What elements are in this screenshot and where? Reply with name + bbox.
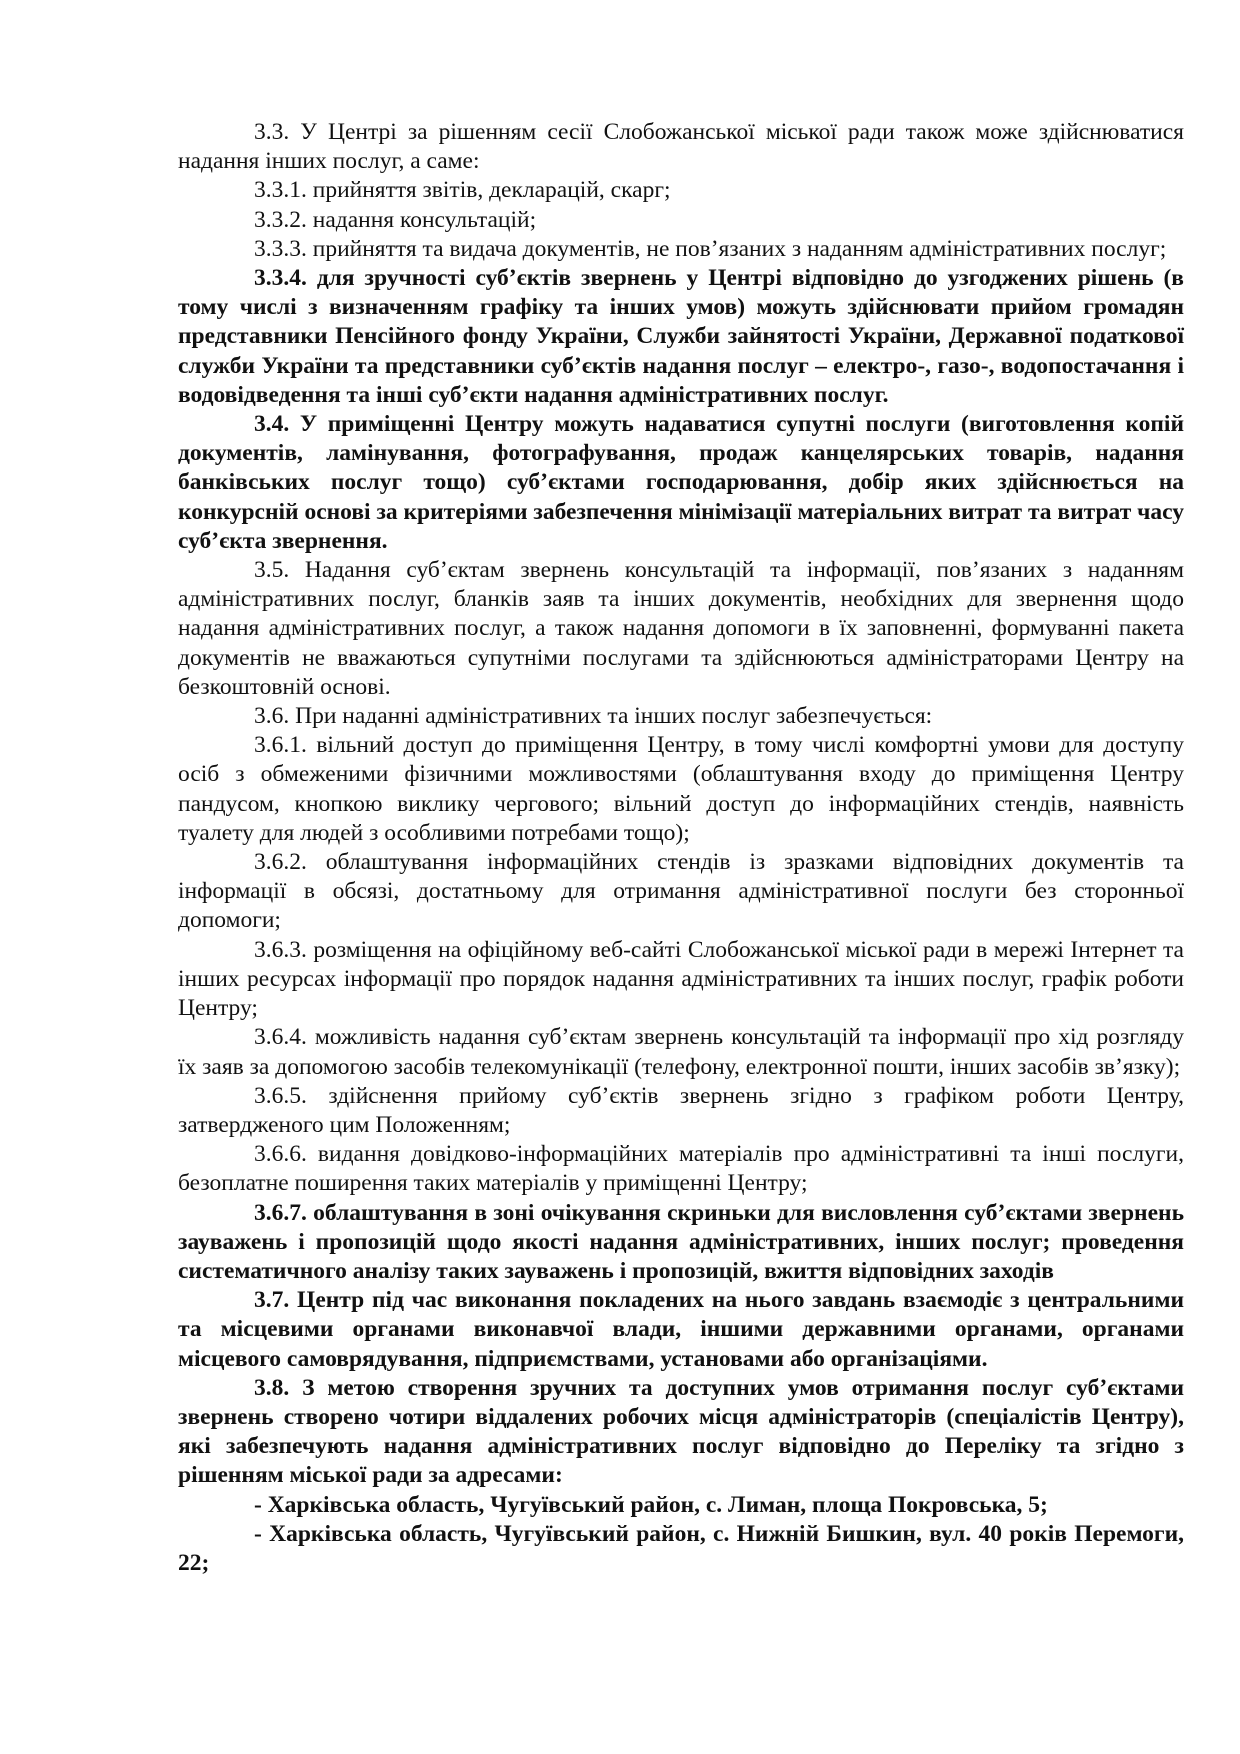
paragraph: 3.7. Центр під час виконання покладених на нього завдань взаємодіє з центральними та місцевими органами виконавчої влади, іншими державними органами, органами місцевого самоврядування, підприємствами, установами або організаціями. xyxy=(178,1287,1184,1372)
document-page xyxy=(178,118,1184,1578)
paragraph: 3.6.2. облаштування інформаційних стендів із зразками відповідних документів та інформації в обсязі, достатньому для отримання адміністративної послуги без сторонньої допомоги; xyxy=(178,849,1184,934)
paragraph: 3.6.3. розміщення на офіційному веб-сайті Слобожанської міської ради в мережі Інтернет та інших ресурсах інформації про порядок надання адміністративних та інших послуг, графік роботи Центру; xyxy=(178,936,1184,1022)
paragraph: 3.3. У Центрі за рішенням сесії Слобожанської міської ради також може здійснюватися надання інших послуг, а саме: xyxy=(178,119,1184,175)
paragraph: 3.6.7. облаштування в зоні очікування скриньки для висловлення суб’єктами звернень зауважень і пропозицій щодо якості надання адміністративних, інших послуг; проведення систематичного аналізу таких зауважень і пропозицій, вжиття відповідних заходів xyxy=(178,1199,1184,1284)
paragraph: 3.4. У приміщенні Центру можуть надаватися супутні послуги (виготовлення копій документів, ламінування, фотографування, продаж канцелярських товарів, надання банківських послуг тощо) суб’єктами господарювання, добір яких здійснюється на конкурсній основі за критеріями забезпечення мінімізації матеріальних витрат та витрат часу суб’єкта звернення. xyxy=(178,411,1184,554)
paragraph: - Харківська область, Чугуївський район, с. Лиман, площа Покровська, 5; xyxy=(254,1491,1048,1518)
paragraph: 3.6.1. вільний доступ до приміщення Центру, в тому числі комфортні умови для доступу осіб з обмеженими фізичними можливостями (облаштування входу до приміщення Центру пандусом, кнопкою виклику чергового; вільний доступ до інформаційних стендів, наявність туалету для людей з особливими потребами тощо); xyxy=(178,732,1184,846)
paragraph: - Харківська область, Чугуївський район, с. Нижній Бишкин, вул. 40 років Перемоги, 22; xyxy=(178,1520,1184,1576)
paragraph: 3.8. З метою створення зручних та доступних умов отримання послуг суб’єктами звернень створено чотири віддалених робочих місця адміністраторів (спеціалістів Центру), які забезпечують надання адміністративних послуг відповідно до Переліку та згідно з рішенням міської ради за адресами: xyxy=(178,1374,1184,1489)
paragraph: 3.6.6. видання довідково-інформаційних матеріалів про адміністративні та інші послуги, безоплатне поширення таких матеріалів у приміщенні Центру; xyxy=(178,1141,1184,1197)
paragraph: 3.6.4. можливість надання суб’єктам звернень консультацій та інформації про хід розгляду їх заяв за допомогою засобів телекомунікації (телефону, електронної пошти, інших засобів зв’язку); xyxy=(178,1024,1184,1080)
paragraph: 3.6.5. здійснення прийому суб’єктів звернень згідно з графіком роботи Центру, затвердженого цим Положенням; xyxy=(178,1082,1184,1138)
paragraph: 3.3.1. прийняття звітів, декларацій, скарг; xyxy=(254,177,671,204)
paragraph: 3.6. При наданні адміністративних та інших послуг забезпечується: xyxy=(254,703,933,730)
paragraph: 3.5. Надання суб’єктам звернень консультацій та інформації, пов’язаних з наданням адміністративних послуг, бланків заяв та інших документів, необхідних для звернення щодо надання адміністративних послуг, а також надання допомоги в їх заповненні, формуванні пакета документів не вважаються супутніми послугами та здійснюються адміністраторами Центру на безкоштовній основі. xyxy=(178,557,1184,700)
paragraph: 3.3.3. прийняття та видача документів, не пов’язаних з наданням адміністративних послуг; xyxy=(254,235,1167,262)
paragraph: 3.3.4. для зручності суб’єктів звернень у Центрі відповідно до узгоджених рішень (в тому числі з визначенням графіку та інших умов) можуть здійснювати прийом громадян представники Пенсійного фонду України, Служби зайнятості України, Державної податкової служби України та представники суб’єктів надання послуг – електро-, газо-, водопостачання і водовідведення та інші суб’єкти надання адміністративних послуг. xyxy=(178,265,1184,408)
paragraph: 3.3.2. надання консультацій; xyxy=(254,206,537,233)
